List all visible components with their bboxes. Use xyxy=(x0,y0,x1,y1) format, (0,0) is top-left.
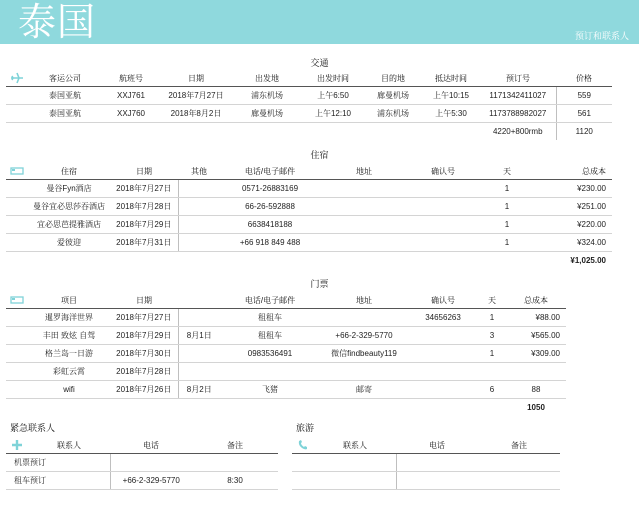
airplane-icon xyxy=(6,70,28,87)
col-header: 电话/电子邮件 xyxy=(220,292,320,309)
col-header: 客运公司 xyxy=(28,70,102,87)
table-row xyxy=(6,454,278,472)
col-header: 日期 xyxy=(110,163,178,180)
table-cell[interactable] xyxy=(192,454,278,472)
table-cell[interactable]: ¥251.00 xyxy=(536,198,612,216)
col-header: 天 xyxy=(478,292,506,309)
table-cell[interactable]: 6638418188 xyxy=(220,216,320,234)
table-cell[interactable] xyxy=(408,345,478,363)
table-cell[interactable] xyxy=(292,472,396,490)
table-cell[interactable]: 廊曼机场 xyxy=(364,87,422,105)
table-cell[interactable] xyxy=(292,454,396,472)
table-cell[interactable] xyxy=(478,363,506,381)
lodging-total: ¥1,025.00 xyxy=(570,256,606,265)
emergency-header-row xyxy=(6,437,278,454)
col-header: 日期 xyxy=(110,292,178,309)
table-row xyxy=(6,234,612,252)
table-row xyxy=(6,345,566,363)
table-row xyxy=(6,472,278,490)
col-header: 联系人 xyxy=(314,437,396,454)
table-cell[interactable]: 2018年7月29日 xyxy=(110,327,178,345)
ticket-icon xyxy=(6,292,28,309)
table-row xyxy=(6,87,612,105)
transport-table xyxy=(6,70,612,140)
table-cell[interactable]: +66-2-329-5770 xyxy=(110,472,192,490)
table-cell[interactable]: 88 xyxy=(506,381,566,399)
table-cell[interactable] xyxy=(178,363,220,381)
col-header: 其他 xyxy=(178,163,220,180)
table-cell[interactable]: XXJ760 xyxy=(102,105,160,123)
table-cell[interactable] xyxy=(320,198,408,216)
table-cell[interactable] xyxy=(320,180,408,198)
table-cell[interactable] xyxy=(396,454,478,472)
table-cell[interactable]: 66-26-592888 xyxy=(220,198,320,216)
col-header: 确认号 xyxy=(408,292,478,309)
col-header: 电话 xyxy=(396,437,478,454)
table-cell[interactable] xyxy=(408,327,478,345)
table-cell[interactable]: 1171342411027 xyxy=(480,87,556,105)
table-cell[interactable] xyxy=(478,454,560,472)
table-cell[interactable]: 浦东机场 xyxy=(232,87,302,105)
table-cell[interactable]: ¥565.00 xyxy=(506,327,566,345)
table-cell[interactable]: 1 xyxy=(478,309,506,327)
table-cell[interactable] xyxy=(220,363,320,381)
col-header xyxy=(178,292,220,309)
table-row xyxy=(6,105,612,123)
table-cell[interactable]: 8月1日 xyxy=(178,327,220,345)
table-cell[interactable]: ¥309.00 xyxy=(506,345,566,363)
table-cell[interactable]: 8月2日 xyxy=(178,381,220,399)
transport-total-row xyxy=(6,123,612,141)
table-cell[interactable]: 泰国亚航 xyxy=(28,87,102,105)
table-cell[interactable] xyxy=(408,234,478,252)
col-header: 总成本 xyxy=(506,292,566,309)
table-cell[interactable]: +66 918 849 488 xyxy=(220,234,320,252)
col-header: 住宿 xyxy=(28,163,110,180)
table-cell[interactable] xyxy=(320,216,408,234)
table-cell[interactable] xyxy=(178,309,220,327)
transport-total: 1120 xyxy=(575,127,593,136)
table-cell[interactable]: 561 xyxy=(556,105,612,123)
table-cell[interactable]: ¥88.00 xyxy=(506,309,566,327)
transport-total-note: 4220+800rmb xyxy=(480,123,556,141)
table-row xyxy=(292,454,560,472)
table-cell[interactable]: 上午6:50 xyxy=(302,87,364,105)
table-cell[interactable] xyxy=(408,216,478,234)
table-cell[interactable]: 曼谷Fyn酒店 xyxy=(28,180,110,198)
lodging-table xyxy=(6,163,612,269)
table-cell[interactable]: 上午5:30 xyxy=(422,105,480,123)
table-cell[interactable]: 1 xyxy=(478,216,536,234)
page-title: 泰国 xyxy=(18,0,97,44)
table-cell[interactable]: 暹罗海洋世界 xyxy=(28,309,110,327)
col-header: 价格 xyxy=(556,70,612,87)
table-cell[interactable]: ¥324.00 xyxy=(536,234,612,252)
col-header: 天 xyxy=(478,163,536,180)
table-cell[interactable]: 浦东机场 xyxy=(364,105,422,123)
table-cell[interactable]: 泰国亚航 xyxy=(28,105,102,123)
table-cell[interactable]: 飞猪 xyxy=(220,381,320,399)
table-cell[interactable]: 1 xyxy=(478,198,536,216)
tickets-table xyxy=(6,292,566,416)
table-cell[interactable]: 格兰岛一日游 xyxy=(28,345,110,363)
table-cell[interactable]: 丰田 致炫 自驾 xyxy=(28,327,110,345)
col-header: 地址 xyxy=(320,163,408,180)
table-cell[interactable]: 1 xyxy=(478,234,536,252)
col-header: 预订号 xyxy=(480,70,556,87)
table-cell[interactable]: ¥220.00 xyxy=(536,216,612,234)
table-row xyxy=(6,216,612,234)
bed-icon xyxy=(6,163,28,180)
table-cell[interactable]: 2018年7月27日 xyxy=(110,180,178,198)
emergency-table xyxy=(6,437,278,490)
tickets-total-row xyxy=(6,399,566,417)
table-row xyxy=(6,327,566,345)
table-cell[interactable]: 2018年7月31日 xyxy=(110,234,178,252)
col-header: 目的地 xyxy=(364,70,422,87)
col-header: 地址 xyxy=(320,292,408,309)
emergency-title: 紧急联系人 xyxy=(10,423,56,433)
table-cell[interactable]: ¥230.00 xyxy=(536,180,612,198)
col-header: 项目 xyxy=(28,292,110,309)
table-cell[interactable] xyxy=(178,198,220,216)
table-cell[interactable]: 1 xyxy=(478,345,506,363)
table-cell[interactable]: 34656263 xyxy=(408,309,478,327)
table-cell[interactable]: 1 xyxy=(478,180,536,198)
lodging-title: 住宿 xyxy=(310,150,329,160)
table-cell[interactable] xyxy=(178,216,220,234)
table-cell[interactable]: 2018年7月26日 xyxy=(110,381,178,399)
table-cell[interactable] xyxy=(408,180,478,198)
table-cell[interactable]: 2018年7月28日 xyxy=(110,198,178,216)
table-cell[interactable]: 0571-26883169 xyxy=(220,180,320,198)
travel-table xyxy=(292,437,560,490)
col-header: 出发时间 xyxy=(302,70,364,87)
table-cell[interactable]: +66-2-329-5770 xyxy=(320,327,408,345)
table-row xyxy=(6,381,566,399)
table-cell[interactable]: 2018年8月2日 xyxy=(160,105,232,123)
table-cell[interactable]: 微信findbeauty119 xyxy=(320,345,408,363)
tickets-header-row xyxy=(6,292,566,309)
transport-header-row xyxy=(6,70,612,87)
table-cell[interactable]: 2018年7月29日 xyxy=(110,216,178,234)
travel-title: 旅游 xyxy=(296,423,315,433)
table-row xyxy=(6,309,566,327)
table-row xyxy=(6,180,612,198)
table-cell[interactable]: 0983536491 xyxy=(220,345,320,363)
table-cell[interactable]: wifi xyxy=(28,381,110,399)
table-cell[interactable]: 彩虹云霄 xyxy=(28,363,110,381)
table-cell[interactable] xyxy=(408,363,478,381)
table-cell[interactable] xyxy=(320,363,408,381)
col-header: 日期 xyxy=(160,70,232,87)
tickets-title: 门票 xyxy=(310,279,329,289)
table-cell[interactable]: 8:30 xyxy=(192,472,278,490)
col-header: 备注 xyxy=(192,437,278,454)
table-cell[interactable] xyxy=(408,381,478,399)
table-cell[interactable]: XXJ761 xyxy=(102,87,160,105)
header-banner xyxy=(0,0,639,44)
tickets-total: 1050 xyxy=(527,403,545,412)
table-cell[interactable]: 租车预订 xyxy=(6,472,110,490)
table-cell[interactable]: 2018年7月28日 xyxy=(110,363,178,381)
col-header: 抵达时间 xyxy=(422,70,480,87)
table-cell[interactable] xyxy=(396,472,478,490)
col-header: 电话/电子邮件 xyxy=(220,163,320,180)
table-row xyxy=(292,472,560,490)
table-cell[interactable]: 廊曼机场 xyxy=(232,105,302,123)
col-header: 联系人 xyxy=(28,437,110,454)
table-cell[interactable]: 爱彼迎 xyxy=(28,234,110,252)
table-cell[interactable]: 2018年7月30日 xyxy=(110,345,178,363)
table-cell[interactable]: 2018年7月27日 xyxy=(110,309,178,327)
table-row xyxy=(6,198,612,216)
table-cell[interactable]: 上午10:15 xyxy=(422,87,480,105)
table-cell[interactable] xyxy=(506,363,566,381)
table-cell[interactable] xyxy=(110,454,192,472)
table-cell[interactable] xyxy=(478,472,560,490)
table-cell[interactable] xyxy=(408,198,478,216)
table-cell[interactable]: 2018年7月27日 xyxy=(160,87,232,105)
col-header: 电话 xyxy=(110,437,192,454)
table-cell[interactable] xyxy=(178,234,220,252)
lodging-header-row xyxy=(6,163,612,180)
table-cell[interactable]: 3 xyxy=(478,327,506,345)
contacts-link[interactable]: 预订和联系人 xyxy=(574,31,629,41)
table-cell[interactable]: 租租车 xyxy=(220,327,320,345)
transport-title: 交通 xyxy=(310,58,329,68)
col-header: 航班号 xyxy=(102,70,160,87)
table-cell[interactable] xyxy=(178,180,220,198)
lodging-total-row xyxy=(6,252,612,270)
col-header: 确认号 xyxy=(408,163,478,180)
table-cell[interactable] xyxy=(320,234,408,252)
table-row xyxy=(6,363,566,381)
col-header: 备注 xyxy=(478,437,560,454)
table-cell[interactable]: 1173788982027 xyxy=(480,105,556,123)
table-cell[interactable]: 6 xyxy=(478,381,506,399)
table-cell[interactable] xyxy=(178,345,220,363)
plus-icon xyxy=(6,437,28,454)
table-cell[interactable]: 曼谷宜必思莎吞酒店 xyxy=(28,198,110,216)
table-cell[interactable]: 上午12:10 xyxy=(302,105,364,123)
travel-header-row xyxy=(292,437,560,454)
table-cell[interactable]: 机票预订 xyxy=(6,454,110,472)
col-header: 出发地 xyxy=(232,70,302,87)
table-cell[interactable]: 559 xyxy=(556,87,612,105)
table-cell[interactable]: 邮寄 xyxy=(320,381,408,399)
col-header: 总成本 xyxy=(536,163,612,180)
table-cell[interactable]: 宜必思芭提雅酒店 xyxy=(28,216,110,234)
table-cell[interactable]: 租租车 xyxy=(220,309,320,327)
phone-icon xyxy=(292,437,314,454)
table-cell[interactable] xyxy=(320,309,408,327)
